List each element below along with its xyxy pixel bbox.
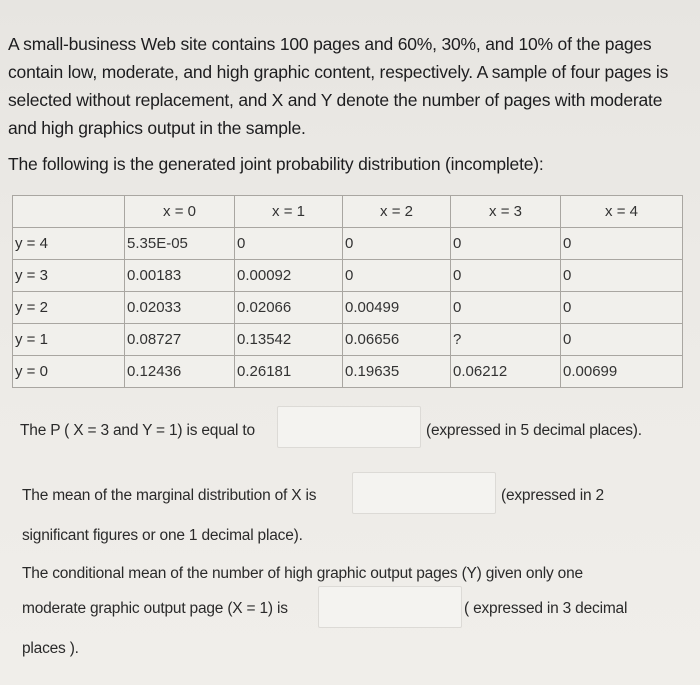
table-cell: 5.35E-05 [125, 228, 235, 260]
problem-statement [8, 30, 688, 142]
answer-input-1[interactable] [277, 406, 421, 448]
row-header: y = 4 [13, 228, 125, 260]
table-row [13, 356, 683, 388]
question-1-text: The P ( X = 3 and Y = 1) is equal to [20, 422, 255, 439]
column-header: x = 3 [451, 196, 561, 228]
answer-input-3[interactable] [318, 586, 462, 628]
row-header: y = 3 [13, 260, 125, 292]
table-cell: 0.12436 [125, 356, 235, 388]
intro-line: contain low, moderate, and high graphic content, respectively. A sample of four pages is [8, 62, 669, 82]
table-cell: 0 [561, 292, 683, 324]
table-cell: 0 [561, 228, 683, 260]
table-header-row [13, 196, 683, 228]
table-cell: 0.06212 [451, 356, 561, 388]
row-header: y = 1 [13, 324, 125, 356]
table-row [13, 324, 683, 356]
table-cell: ? [451, 324, 561, 356]
table-cell: 0 [343, 228, 451, 260]
table-cell: 0 [451, 228, 561, 260]
table-cell: 0 [451, 292, 561, 324]
table-cell: 0 [451, 260, 561, 292]
table-cell: 0.02033 [125, 292, 235, 324]
table-cell: 0.00092 [235, 260, 343, 292]
table-cell: 0.02066 [235, 292, 343, 324]
answer-input-2[interactable] [352, 472, 496, 514]
table-cell: 0 [235, 228, 343, 260]
table-lead-text: The following is the generated joint probability distribution (incomplete): [8, 154, 544, 174]
table-cell: 0.00183 [125, 260, 235, 292]
table-cell: 0.13542 [235, 324, 343, 356]
question-3-text: The conditional mean of the number of high graphic output pages (Y) given only one [22, 565, 583, 582]
table-cell: 0.06656 [343, 324, 451, 356]
column-header: x = 2 [343, 196, 451, 228]
table-cell: 0.08727 [125, 324, 235, 356]
table-cell: 0.00699 [561, 356, 683, 388]
question-3-continuation: places ). [22, 640, 79, 657]
intro-line: A small-business Web site contains 100 pages and 60%, 30%, and 10% of the pages [8, 34, 652, 54]
table-corner-cell [13, 196, 125, 228]
question-2-text: The mean of the marginal distribution of X is [22, 487, 317, 504]
table-cell: 0 [561, 324, 683, 356]
question-2-continuation: significant figures or one 1 decimal place). [22, 527, 303, 544]
question-3-prefix: moderate graphic output page (X = 1) is [22, 600, 288, 617]
row-header: y = 0 [13, 356, 125, 388]
joint-probability-table [12, 195, 683, 388]
column-header: x = 0 [125, 196, 235, 228]
table-cell: 0.00499 [343, 292, 451, 324]
column-header: x = 1 [235, 196, 343, 228]
table-row [13, 292, 683, 324]
question-3-suffix: ( expressed in 3 decimal [464, 600, 628, 617]
table-cell: 0 [343, 260, 451, 292]
question-2-suffix: (expressed in 2 [501, 487, 604, 504]
question-1-suffix: (expressed in 5 decimal places). [426, 422, 642, 439]
table-row [13, 228, 683, 260]
table-cell: 0.26181 [235, 356, 343, 388]
column-header: x = 4 [561, 196, 683, 228]
table-cell: 0 [561, 260, 683, 292]
row-header: y = 2 [13, 292, 125, 324]
intro-line: selected without replacement, and X and Y denote the number of pages with moderate [8, 90, 663, 110]
table-row [13, 260, 683, 292]
table-cell: 0.19635 [343, 356, 451, 388]
intro-line: and high graphics output in the sample. [8, 118, 306, 138]
